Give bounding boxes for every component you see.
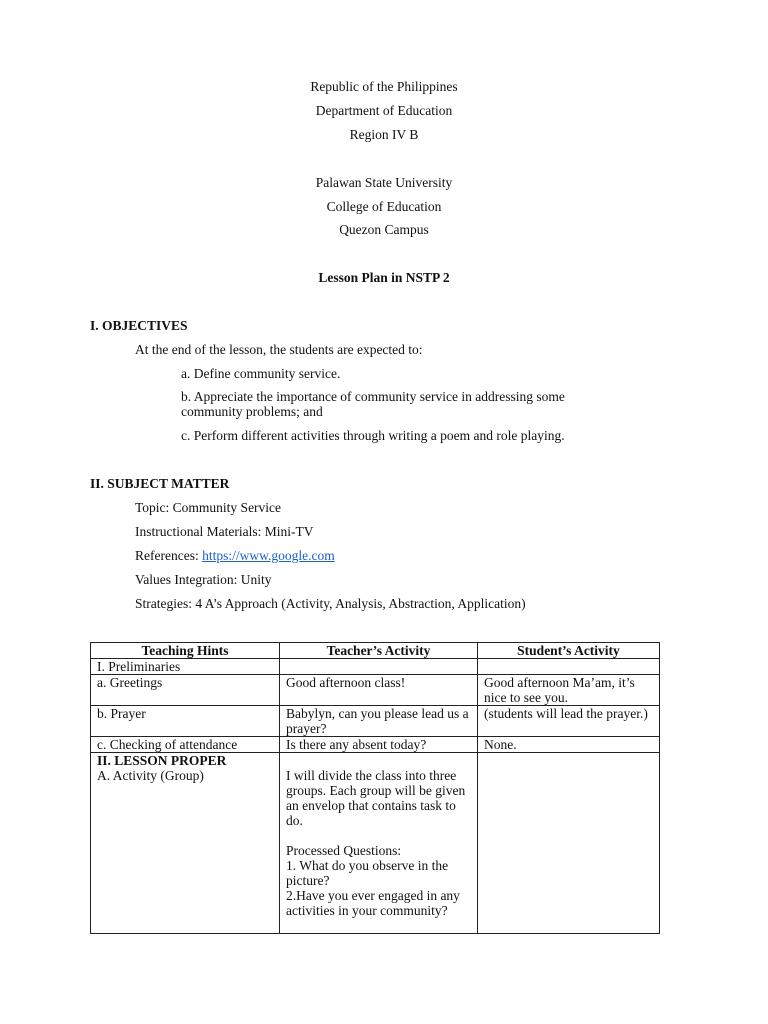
references-line [135, 548, 335, 564]
strategies-line: Strategies: 4 A’s Approach (Activity, Analysis, Abstraction, Application) [135, 596, 526, 611]
teacher-instructions: I will divide the class into three groups. Each group will be given an envelop that contains task to do. [286, 768, 466, 828]
table-cell: c. Checking of attendance [91, 737, 280, 753]
header-line-republic: Republic of the Philippines [310, 79, 458, 94]
objective-c: c. Perform different activities through writing a poem and role playing. [181, 428, 565, 443]
table-cell: None. [478, 737, 660, 753]
materials-line: Instructional Materials: Mini-TV [135, 524, 314, 539]
lesson-proper-heading: II. LESSON PROPER [97, 753, 227, 768]
table-cell [280, 753, 478, 934]
objective-a: a. Define community service. [181, 366, 341, 381]
header-line-campus: Quezon Campus [339, 222, 429, 237]
lesson-plan-table [90, 642, 660, 934]
table-cell: Good afternoon class! [280, 675, 478, 706]
question-1: 1. What do you observe in the picture? [286, 858, 449, 888]
table-row [91, 737, 660, 753]
table-row [91, 675, 660, 706]
header-line-college: College of Education [326, 199, 442, 214]
subject-matter-heading: II. SUBJECT MATTER [90, 476, 230, 491]
topic-line: Topic: Community Service [135, 500, 282, 515]
table-cell: I. Preliminaries [91, 659, 280, 675]
references-label: References: [135, 548, 203, 563]
objective-b: b. Appreciate the importance of community service in addressing some community problems; and [181, 389, 565, 419]
table-row [91, 659, 660, 675]
question-2: 2.Have you ever engaged in any activities in your community? [286, 888, 460, 918]
table-cell: a. Greetings [91, 675, 280, 706]
header-line-department: Department of Education [315, 103, 453, 118]
table-cell: Is there any absent today? [280, 737, 478, 753]
table-cell [478, 753, 660, 934]
column-header-teaching-hints: Teaching Hints [91, 643, 280, 659]
values-line: Values Integration: Unity [135, 572, 272, 587]
table-cell: Babylyn, can you please lead us a prayer? [280, 706, 478, 737]
table-header-row [91, 643, 660, 659]
table-row [91, 706, 660, 737]
table-cell [280, 659, 478, 675]
references-link[interactable]: https://www.google.com [202, 548, 335, 563]
objectives-intro: At the end of the lesson, the students are expected to: [135, 342, 423, 357]
table-row-lesson-proper [91, 753, 660, 934]
objectives-heading: I. OBJECTIVES [90, 318, 188, 333]
activity-label: A. Activity (Group) [97, 768, 204, 783]
table-cell: b. Prayer [91, 706, 280, 737]
table-cell: Good afternoon Ma’am, it’s nice to see you. [478, 675, 660, 706]
column-header-student-activity: Student’s Activity [478, 643, 660, 659]
table-cell [478, 659, 660, 675]
header-line-university: Palawan State University [315, 175, 453, 190]
table-cell [91, 753, 280, 934]
header-line-region: Region IV B [349, 127, 419, 142]
column-header-teacher-activity: Teacher’s Activity [280, 643, 478, 659]
document-title: Lesson Plan in NSTP 2 [318, 270, 450, 285]
table-cell: (students will lead the prayer.) [478, 706, 660, 737]
processed-questions-heading: Processed Questions: [286, 843, 402, 858]
